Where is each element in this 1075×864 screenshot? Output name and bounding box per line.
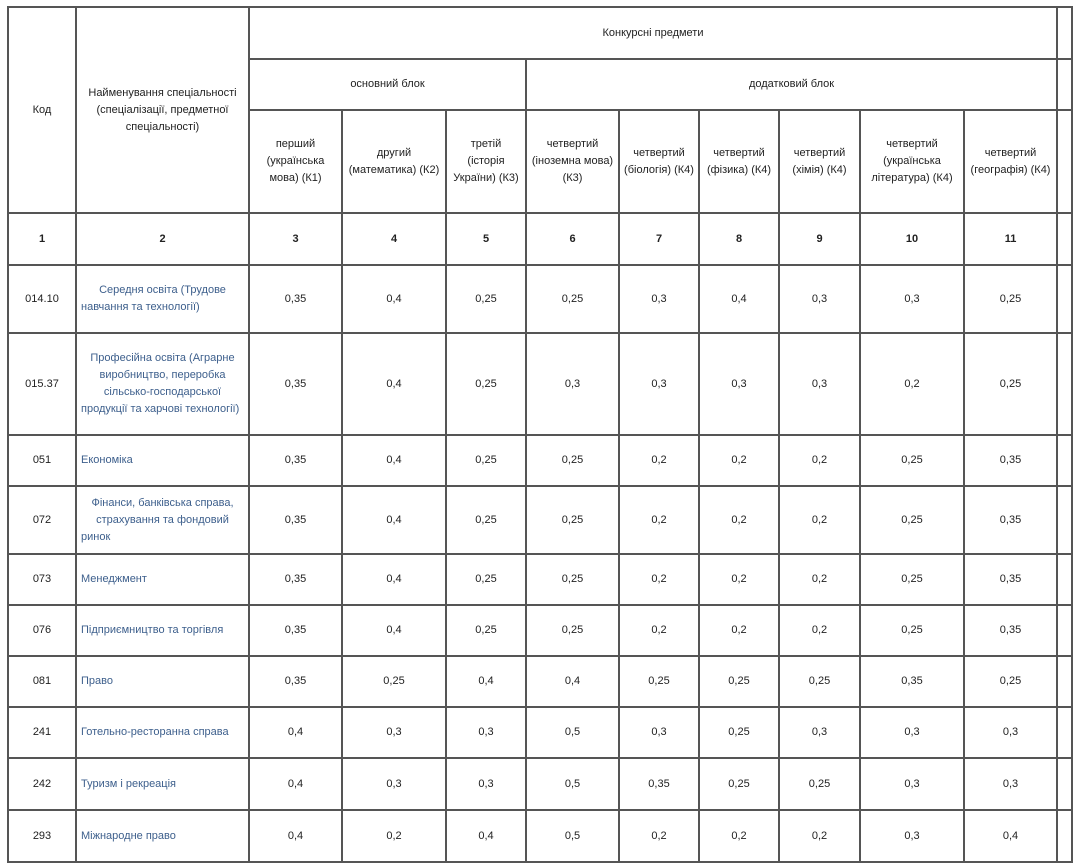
coefficient-cell: 0,4: [342, 605, 446, 656]
coefficient-cell: 0,35: [964, 554, 1057, 605]
header-subjects: Конкурсні предмети: [249, 7, 1057, 59]
specialty-link[interactable]: Готельно-ресторанна справа: [81, 726, 229, 738]
coefficient-cell: 0,4: [342, 265, 446, 333]
edge-cell: [1057, 486, 1072, 554]
row-code: 242: [8, 758, 76, 810]
column-number: 8: [699, 213, 779, 265]
header-main-block: основний блок: [249, 59, 526, 110]
edge-cell: [1057, 554, 1072, 605]
specialty-link[interactable]: Середня освіта (Трудове навчання та технології): [81, 284, 226, 313]
coefficient-cell: 0,25: [964, 333, 1057, 435]
edge-cell: [1057, 707, 1072, 758]
table-row: [8, 656, 1072, 707]
edge-cell: [1057, 810, 1072, 862]
row-name-cell[interactable]: [76, 265, 249, 333]
coefficient-cell: 0,25: [526, 265, 619, 333]
coefficient-cell: 0,25: [699, 707, 779, 758]
coefficient-cell: 0,2: [860, 333, 964, 435]
edge-cell: [1057, 435, 1072, 486]
coefficient-cell: 0,2: [699, 605, 779, 656]
coefficient-cell: 0,3: [779, 333, 860, 435]
coefficient-cell: 0,35: [249, 265, 342, 333]
specialty-link[interactable]: Міжнародне право: [81, 829, 176, 842]
coefficient-cell: 0,4: [526, 656, 619, 707]
coefficient-cell: 0,25: [446, 554, 526, 605]
header-col-9: четвертий (географія) (К4): [964, 110, 1057, 213]
coefficient-cell: 0,25: [446, 435, 526, 486]
coefficient-cell: 0,3: [860, 707, 964, 758]
header-extra-block: додатковий блок: [526, 59, 1057, 110]
coefficient-cell: 0,25: [446, 605, 526, 656]
coefficient-cell: 0,2: [619, 486, 699, 554]
coefficient-cell: 0,4: [446, 656, 526, 707]
specialty-link[interactable]: Підприємництво та торгівля: [81, 624, 224, 636]
row-code: 051: [8, 435, 76, 486]
coefficient-cell: 0,25: [779, 758, 860, 810]
column-number: 2: [76, 213, 249, 265]
coefficient-cell: 0,3: [619, 707, 699, 758]
coefficient-cell: 0,5: [526, 707, 619, 758]
edge-cell: [1057, 758, 1072, 810]
coefficient-cell: 0,3: [779, 265, 860, 333]
table-row: [8, 707, 1072, 758]
coefficient-cell: 0,35: [249, 605, 342, 656]
coefficient-cell: 0,3: [446, 707, 526, 758]
column-number: 4: [342, 213, 446, 265]
coefficient-cell: 0,35: [249, 554, 342, 605]
coefficient-cell: 0,25: [699, 656, 779, 707]
row-name-cell[interactable]: [76, 435, 249, 486]
coefficient-cell: 0,25: [860, 486, 964, 554]
row-code: 014.10: [8, 265, 76, 333]
column-number: 1: [8, 213, 76, 265]
specialty-link[interactable]: Менеджмент: [81, 573, 147, 585]
coefficient-cell: 0,25: [446, 265, 526, 333]
edge-cell: [1057, 656, 1072, 707]
edge-cell: [1057, 213, 1072, 265]
coefficient-cell: 0,35: [249, 333, 342, 435]
row-code: 015.37: [8, 333, 76, 435]
coefficient-cell: 0,35: [964, 486, 1057, 554]
header-col-5: четвертий (біологія) (К4): [619, 110, 699, 213]
coefficient-cell: 0,2: [699, 435, 779, 486]
coefficients-table: [7, 6, 1073, 863]
coefficient-cell: 0,25: [860, 605, 964, 656]
coefficient-cell: 0,25: [964, 265, 1057, 333]
coefficient-cell: 0,2: [619, 554, 699, 605]
coefficient-cell: 0,2: [779, 435, 860, 486]
table-row: [8, 486, 1072, 554]
column-number: 11: [964, 213, 1057, 265]
coefficient-cell: 0,2: [779, 486, 860, 554]
row-name-cell[interactable]: [76, 333, 249, 435]
coefficient-cell: 0,25: [779, 656, 860, 707]
coefficient-cell: 0,4: [699, 265, 779, 333]
row-name-cell[interactable]: [76, 758, 249, 810]
table-row: [8, 265, 1072, 333]
coefficient-cell: 0,2: [619, 605, 699, 656]
coefficient-cell: 0,3: [964, 707, 1057, 758]
row-name-cell[interactable]: [76, 707, 249, 758]
coefficient-cell: 0,3: [779, 707, 860, 758]
coefficient-cell: 0,35: [964, 435, 1057, 486]
coefficient-cell: 0,25: [342, 656, 446, 707]
row-code: 072: [8, 486, 76, 554]
row-name-cell[interactable]: [76, 554, 249, 605]
coefficient-cell: 0,4: [342, 435, 446, 486]
coefficient-cell: 0,2: [619, 435, 699, 486]
coefficient-cell: 0,25: [526, 605, 619, 656]
coefficient-cell: 0,2: [699, 554, 779, 605]
coefficient-cell: 0,4: [964, 810, 1057, 862]
coefficient-cell: 0,3: [619, 265, 699, 333]
coefficient-cell: 0,4: [446, 810, 526, 862]
coefficient-cell: 0,2: [779, 810, 860, 862]
table-row: [8, 333, 1072, 435]
table-row: [8, 810, 1072, 862]
table-row: [8, 758, 1072, 810]
coefficient-cell: 0,25: [860, 435, 964, 486]
coefficient-cell: 0,2: [779, 554, 860, 605]
column-number: 10: [860, 213, 964, 265]
header-col-3: третій (історія України) (К3): [446, 110, 526, 213]
coefficient-cell: 0,3: [342, 758, 446, 810]
coefficient-cell: 0,4: [249, 810, 342, 862]
coefficient-cell: 0,4: [249, 758, 342, 810]
coefficient-cell: 0,35: [619, 758, 699, 810]
coefficient-cell: 0,3: [446, 758, 526, 810]
row-code: 081: [8, 656, 76, 707]
header-row-1: [8, 7, 1072, 59]
coefficient-cell: 0,4: [342, 333, 446, 435]
coefficient-cell: 0,3: [342, 707, 446, 758]
row-name-cell[interactable]: [76, 486, 249, 554]
coefficient-cell: 0,3: [860, 758, 964, 810]
coefficient-cell: 0,2: [699, 810, 779, 862]
coefficient-cell: 0,3: [964, 758, 1057, 810]
row-code: 073: [8, 554, 76, 605]
edge-cell: [1057, 59, 1072, 110]
coefficient-cell: 0,5: [526, 758, 619, 810]
header-col-1: перший (українська мова) (К1): [249, 110, 342, 213]
coefficient-cell: 0,25: [699, 758, 779, 810]
header-col-8: четвертий (українська література) (К4): [860, 110, 964, 213]
specialty-link[interactable]: Туризм і рекреація: [81, 777, 177, 790]
table-row: [8, 435, 1072, 486]
coefficient-cell: 0,25: [964, 656, 1057, 707]
coefficient-cell: 0,25: [526, 435, 619, 486]
coefficient-cell: 0,25: [526, 554, 619, 605]
coefficient-cell: 0,35: [249, 656, 342, 707]
column-number-row: [8, 213, 1072, 265]
table-row: [8, 605, 1072, 656]
coefficient-cell: 0,25: [446, 333, 526, 435]
coefficient-cell: 0,25: [619, 656, 699, 707]
edge-cell: [1057, 110, 1072, 213]
coefficient-cell: 0,3: [699, 333, 779, 435]
coefficient-cell: 0,5: [526, 810, 619, 862]
coefficient-cell: 0,4: [342, 554, 446, 605]
coefficient-cell: 0,2: [619, 810, 699, 862]
coefficient-cell: 0,35: [249, 435, 342, 486]
coefficient-cell: 0,3: [860, 810, 964, 862]
coefficient-cell: 0,2: [699, 486, 779, 554]
row-name-cell[interactable]: [76, 605, 249, 656]
column-number: 7: [619, 213, 699, 265]
row-code: 241: [8, 707, 76, 758]
coefficient-cell: 0,35: [860, 656, 964, 707]
coefficient-cell: 0,3: [619, 333, 699, 435]
table-row: [8, 554, 1072, 605]
header-col-4: четвертий (іноземна мова) (К3): [526, 110, 619, 213]
column-number: 5: [446, 213, 526, 265]
coefficient-cell: 0,25: [860, 554, 964, 605]
header-col-7: четвертий (хімія) (К4): [779, 110, 860, 213]
specialty-link[interactable]: Фінанси, банківська справа, страхування та фондовий ринок: [81, 496, 234, 543]
coefficient-cell: 0,25: [446, 486, 526, 554]
row-name-cell[interactable]: [76, 810, 249, 862]
header-name: Найменування спеціальності (спеціалізації, предметної спеціальності): [76, 7, 249, 213]
coefficient-cell: 0,35: [964, 605, 1057, 656]
coefficient-cell: 0,2: [779, 605, 860, 656]
edge-cell: [1057, 7, 1072, 59]
coefficient-cell: 0,3: [526, 333, 619, 435]
edge-cell: [1057, 333, 1072, 435]
row-code: 293: [8, 810, 76, 862]
edge-cell: [1057, 265, 1072, 333]
column-number: 6: [526, 213, 619, 265]
edge-cell: [1057, 605, 1072, 656]
specialty-link[interactable]: Професійна освіта (Аграрне виробництво, переробка сільсько-господарської продукції та харчові технології): [81, 352, 240, 415]
coefficient-cell: 0,4: [249, 707, 342, 758]
coefficient-cell: 0,2: [342, 810, 446, 862]
header-col-2: другий (математика) (К2): [342, 110, 446, 213]
coefficient-cell: 0,4: [342, 486, 446, 554]
coefficient-cell: 0,3: [860, 265, 964, 333]
column-number: 3: [249, 213, 342, 265]
coefficient-cell: 0,35: [249, 486, 342, 554]
row-name-cell[interactable]: [76, 656, 249, 707]
header-col-6: четвертий (фізика) (К4): [699, 110, 779, 213]
column-number: 9: [779, 213, 860, 265]
coefficient-cell: 0,25: [526, 486, 619, 554]
row-code: 076: [8, 605, 76, 656]
specialty-link[interactable]: Право: [81, 675, 113, 687]
header-code: Код: [8, 7, 76, 213]
specialty-link[interactable]: Економіка: [81, 454, 133, 466]
